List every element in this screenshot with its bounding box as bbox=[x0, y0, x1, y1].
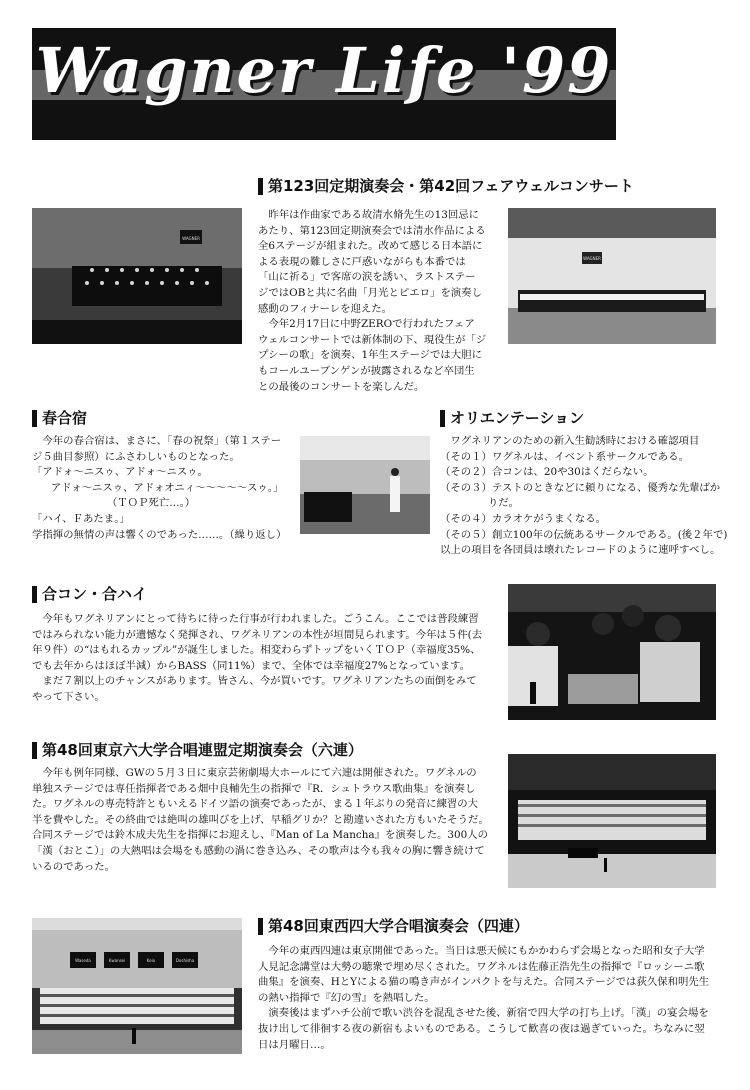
heading-rokuren: 第48回東京六大学合唱連盟定期演奏会（六連） bbox=[32, 742, 363, 759]
photo-sign-teiki-right: WAGNER bbox=[583, 256, 601, 261]
harugasshuku-line: ジ５曲目参照）にふさわしいものとなった。 bbox=[32, 450, 240, 463]
banner-title: Wagner Life '99 bbox=[35, 34, 613, 107]
teiki-line: 「山に祈る」で客席の涙を誘い、ラストステー bbox=[258, 271, 476, 284]
text-rokuren bbox=[32, 766, 498, 875]
orientation-line: （その５）創立100年の伝統あるサークルである。(後２年で) bbox=[440, 528, 728, 541]
harugasshuku-line: 学指揮の無情の声は響くのであった……。（繰り返し） bbox=[32, 528, 287, 541]
rokuren-line: 単独ステージでは専任指揮者である畑中良輔先生の指揮で『R．シュトラウス歌曲集』を演奏し bbox=[32, 782, 476, 795]
teiki-line: プシーの歌」を演奏、1年生ステージでは大胆に bbox=[258, 349, 482, 362]
photo-banner-keio: Keio bbox=[146, 958, 156, 963]
text-teiki bbox=[258, 208, 494, 395]
orientation-line: りだ。 bbox=[487, 497, 519, 510]
photo-farewell-concert bbox=[508, 208, 716, 344]
text-yonren bbox=[258, 944, 722, 1053]
text-harugasshuku bbox=[32, 434, 296, 543]
rokuren-line: 「漢（おとこ）」の大熱唱は会場をも感動の渦に巻き込み、その歌声は今も我々の胸に響き続けて bbox=[32, 844, 485, 857]
teiki-line: 今年2月17日に中野ZEROで行われたフェア bbox=[268, 318, 475, 331]
yonren-line: 演奏後はまずハチ公前で歌い渋谷を混乱させた後、新宿で四大学の打ち上げ。「漢」の宴会場を bbox=[268, 1007, 709, 1020]
orientation-line: （その１）ワグネルは、イベント系サークルである。 bbox=[440, 450, 689, 463]
photo-sign-teiki-left: WAGNER bbox=[182, 236, 200, 241]
rokuren-line: た。ワグネルの専売特許ともいえるドイツ語の演奏であったが、まる１年ぶりの発音に練習の大 bbox=[32, 798, 479, 811]
teiki-line: 全6ステージが組まれた。改めて感じる日本語に bbox=[258, 240, 483, 253]
gokon-line: 年９件）の“はもれるカップル”が誕生しました。相変わらずトップをいくＴＯＰ（幸福度35%、 bbox=[32, 644, 481, 657]
teiki-line: よる表現の難しさに戸惑いながらも本番では bbox=[258, 255, 466, 268]
rokuren-line: 半を費やした。その終曲では絶叫の雄叫びを上げ、早稲グリか？と勘違いされた方もいたそうだ。 bbox=[32, 813, 489, 826]
photo-rokuren-stage bbox=[508, 754, 716, 888]
heading-orientation: オリエンテーション bbox=[440, 410, 584, 427]
photo-gokon-party bbox=[508, 584, 716, 720]
yonren-line: 今年の東西四連は東京開催であった。当日は悪天候にもかかわらず会場となった昭和女子大学 bbox=[268, 945, 705, 957]
gokon-line: やって下さい。 bbox=[32, 690, 105, 703]
heading-teiki: 第123回定期演奏会・第42回フェアウェルコンサート bbox=[258, 178, 634, 195]
rokuren-line: 合同ステージでは鈴木成夫先生を指揮にお迎えし、『Man of La Mancha』を演奏した。300人の bbox=[32, 829, 488, 842]
gokon-line: ではみられない能力が遺憾なく発揮され、ワグネリアンの本性が垣間見られます。今年は５件(去 bbox=[32, 628, 483, 641]
teiki-line: あたり、第123回定期演奏会では清水作品による bbox=[258, 224, 486, 237]
photo-teiki-concert bbox=[32, 208, 242, 344]
orientation-line: ワグネリアンのための新入生勧誘時における確認項目 bbox=[450, 435, 700, 447]
orientation-line: 以上の項目を各団員は壊れたレコードのように連呼すべし。 bbox=[440, 544, 721, 557]
harugasshuku-line: 今年の春合宿は、まさに、「春の祝祭」（第１ステー bbox=[42, 435, 282, 447]
title-banner bbox=[32, 28, 616, 140]
gokon-line: でも去年からはほぼ半減）からBASS（同11%）まで、全体では幸福度27%となっています。 bbox=[32, 659, 471, 672]
text-orientation bbox=[440, 434, 730, 559]
rokuren-line: いるのであった。 bbox=[32, 860, 116, 873]
gokon-line: まだ７割以上のチャンスがあります。皆さん、今が買いです。ワグネリアンたちの面倒をみて bbox=[42, 675, 477, 688]
teiki-line: との最後のコンサートを楽しんだ。 bbox=[258, 380, 425, 393]
text-gokon bbox=[32, 612, 498, 706]
teiki-line: 感動のフィナーレを迎えた。 bbox=[258, 302, 393, 315]
harugasshuku-line: アドォ～ニスゥ、アドォオニィ～～～～～スゥ。」 bbox=[50, 481, 284, 494]
teiki-line: ジではOBと共に名曲「月光とピエロ」を演奏し bbox=[258, 286, 482, 299]
photo-yonren-stage bbox=[32, 918, 242, 1054]
heading-gokon: 合コン・合ハイ bbox=[32, 586, 147, 603]
yonren-line: 曲集』を演奏、HとYによる猫の鳴き声がインパクトを与えた。合同ステージでは荻久保和明先生 bbox=[258, 976, 710, 989]
harugasshuku-line: 「ハイ、Ｆあたま。」 bbox=[32, 512, 130, 525]
teiki-line: 昨年は作曲家である故清水脩先生の13回忌に bbox=[268, 209, 480, 221]
photo-banner-kwansei: Kwansei bbox=[108, 958, 126, 963]
yonren-line: 人見記念講堂は大勢の聴衆で埋め尽くされた。ワグネルは佐藤正浩先生の指揮で『ロッシーニ歌 bbox=[258, 960, 705, 973]
photo-banner-waseda: Waseda bbox=[75, 958, 91, 963]
teiki-line: もコールユーブンゲンが披露されるなど卒団生 bbox=[258, 364, 475, 377]
harugasshuku-line: （ＴＯＰ死亡…。） bbox=[106, 497, 196, 510]
yonren-line: 日は月曜日…。 bbox=[258, 1038, 331, 1051]
heading-yonren: 第48回東西四大学合唱演奏会（四連） bbox=[258, 918, 529, 935]
orientation-line: （その２）合コンは、20や30はくだらない。 bbox=[440, 466, 654, 479]
rokuren-line: 今年も例年同様、GWの５月３日に東京芸術劇場大ホールにて六連は開催された。ワグネルの bbox=[42, 767, 477, 779]
harugasshuku-line: 「アドォ～ニスゥ、アドォ～ニスゥ。 bbox=[32, 466, 208, 479]
photo-banner-doshisha: Doshisha bbox=[175, 958, 195, 963]
yonren-line: の熱い指揮で『幻の雪』を熱唱した。 bbox=[258, 991, 435, 1004]
photo-spring-camp bbox=[300, 436, 430, 534]
gokon-line: 今年もワグネリアンにとって待ちに待った行事が行われました。ごうこん。ここでは普段練習 bbox=[42, 613, 479, 625]
heading-harugasshuku: 春合宿 bbox=[32, 410, 87, 427]
orientation-line: （その３）テストのときなどに頼りになる、優秀な先輩ばか bbox=[440, 481, 721, 494]
yonren-line: 抜け出して徘徊する夜の新宿もよいものである。こうして歓喜の夜は過ぎていった。ちなみに翌 bbox=[258, 1022, 705, 1035]
teiki-line: ウェルコンサートでは新体制の下、現役生が「ジ bbox=[258, 333, 487, 346]
orientation-line: （その４）カラオケがうまくなる。 bbox=[440, 512, 607, 525]
